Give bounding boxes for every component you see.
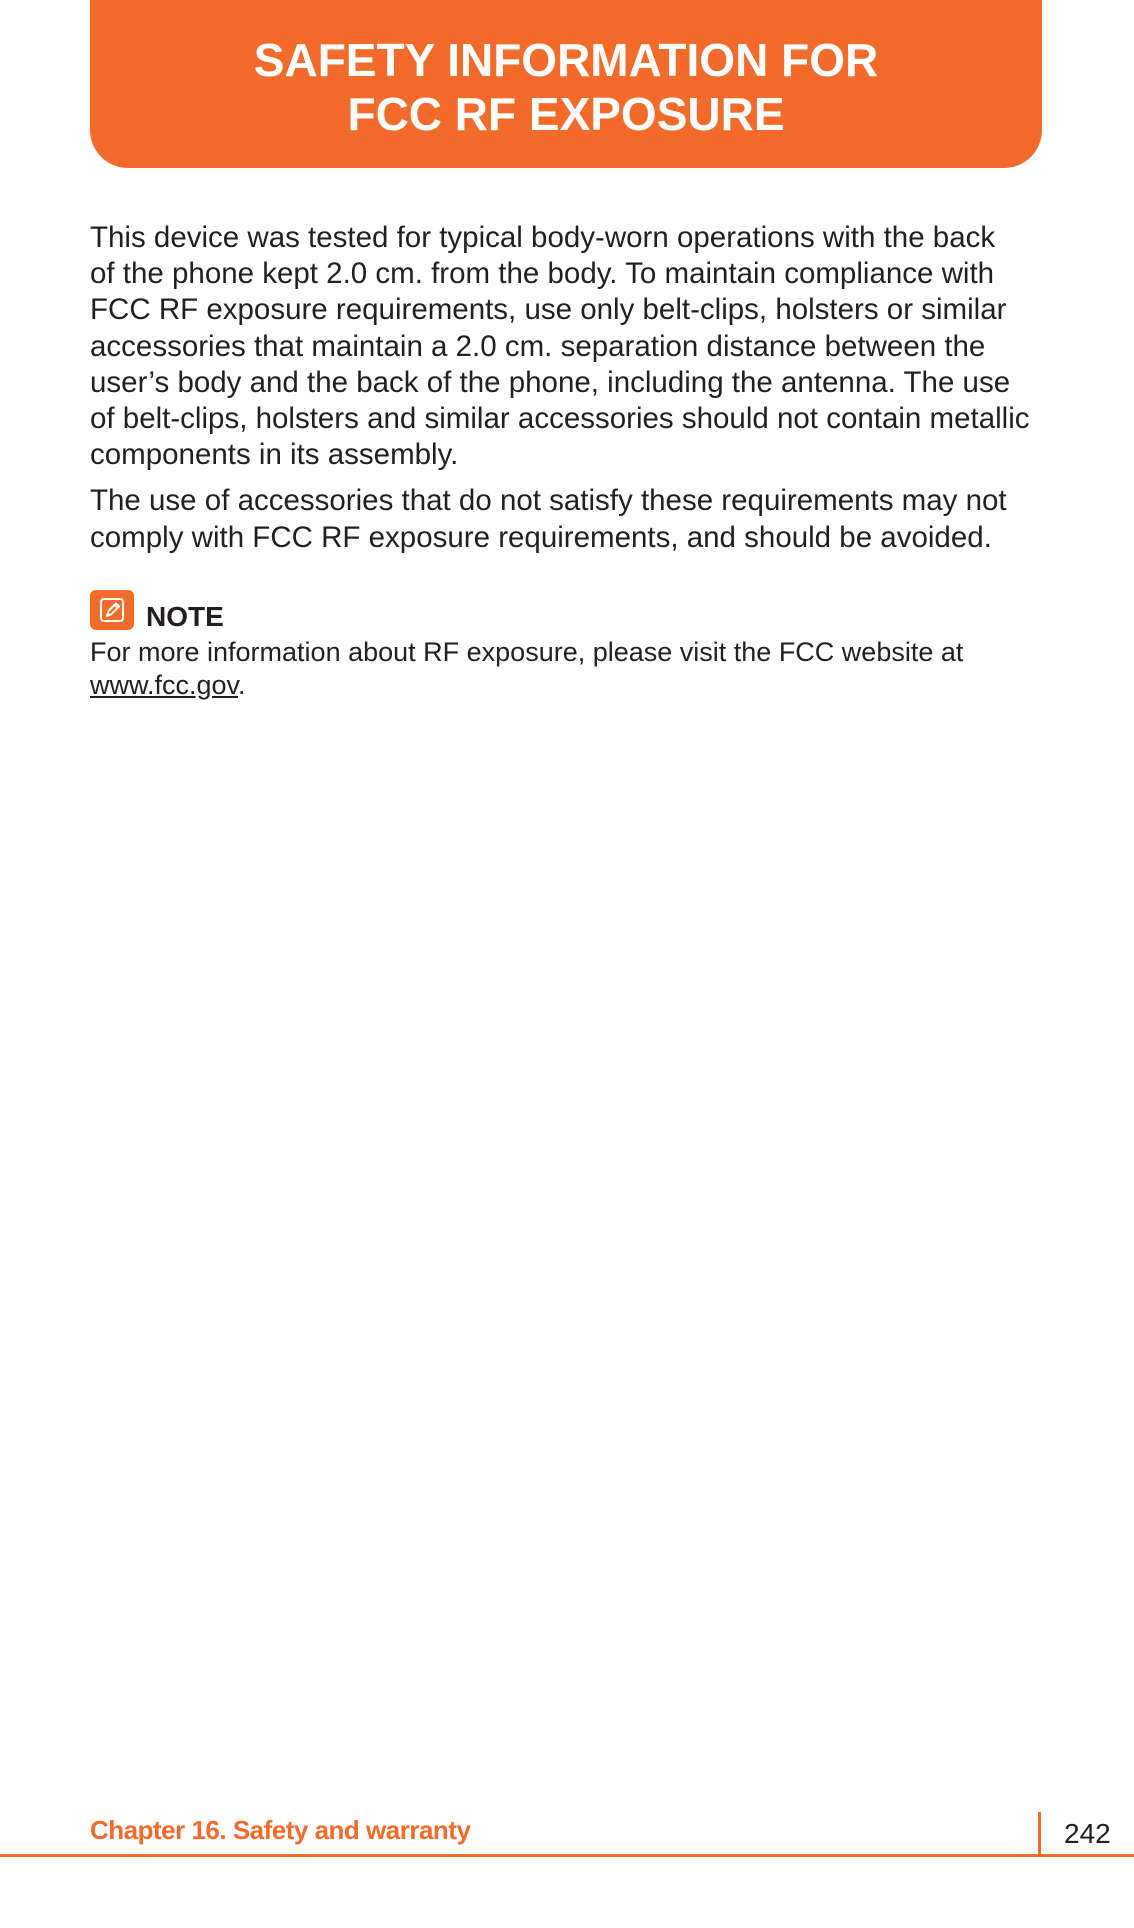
page-title-line-1: SAFETY INFORMATION FOR	[253, 34, 879, 86]
main-content	[90, 220, 1050, 566]
text-line: accessories that maintain a 2.0 cm. separation distance between the	[90, 329, 986, 363]
note-link-suffix: .	[238, 669, 246, 700]
text-line: FCC RF exposure requirements, use only belt-clips, holsters or similar	[90, 293, 1007, 327]
fcc-website-link[interactable]: www.fcc.gov	[90, 669, 239, 700]
page-number: 242	[1064, 1818, 1111, 1849]
text-line: components in its assembly.	[90, 438, 459, 472]
pencil-note-icon	[90, 590, 134, 630]
note-header	[90, 588, 224, 632]
footer-divider-line	[0, 1854, 1134, 1857]
page-title-line-2: FCC RF EXPOSURE	[347, 88, 785, 140]
chapter-footer-label: Chapter 16. Safety and warranty	[90, 1815, 471, 1845]
text-line: This device was tested for typical body-worn operations with the back	[90, 221, 996, 254]
text-line: of belt-clips, holsters and similar accessories should not contain metallic	[90, 402, 1030, 436]
text-line: of the phone kept 2.0 cm. from the body. To maintain compliance with	[90, 257, 995, 291]
text-line: user’s body and the back of the phone, including the antenna. The use	[90, 365, 1011, 399]
footer-divider-tick	[1038, 1812, 1041, 1854]
paragraph-accessories	[90, 483, 1050, 555]
note-body	[90, 636, 1050, 701]
text-line: comply with FCC RF exposure requirements, and should be avoided.	[90, 520, 992, 554]
paragraph-body-worn	[90, 220, 1050, 473]
note-label: NOTE	[146, 601, 224, 632]
note-text: For more information about RF exposure, please visit the FCC website at	[90, 637, 964, 667]
page-title-banner	[90, 0, 1042, 168]
text-line: The use of accessories that do not satisfy these requirements may not	[90, 484, 1007, 518]
